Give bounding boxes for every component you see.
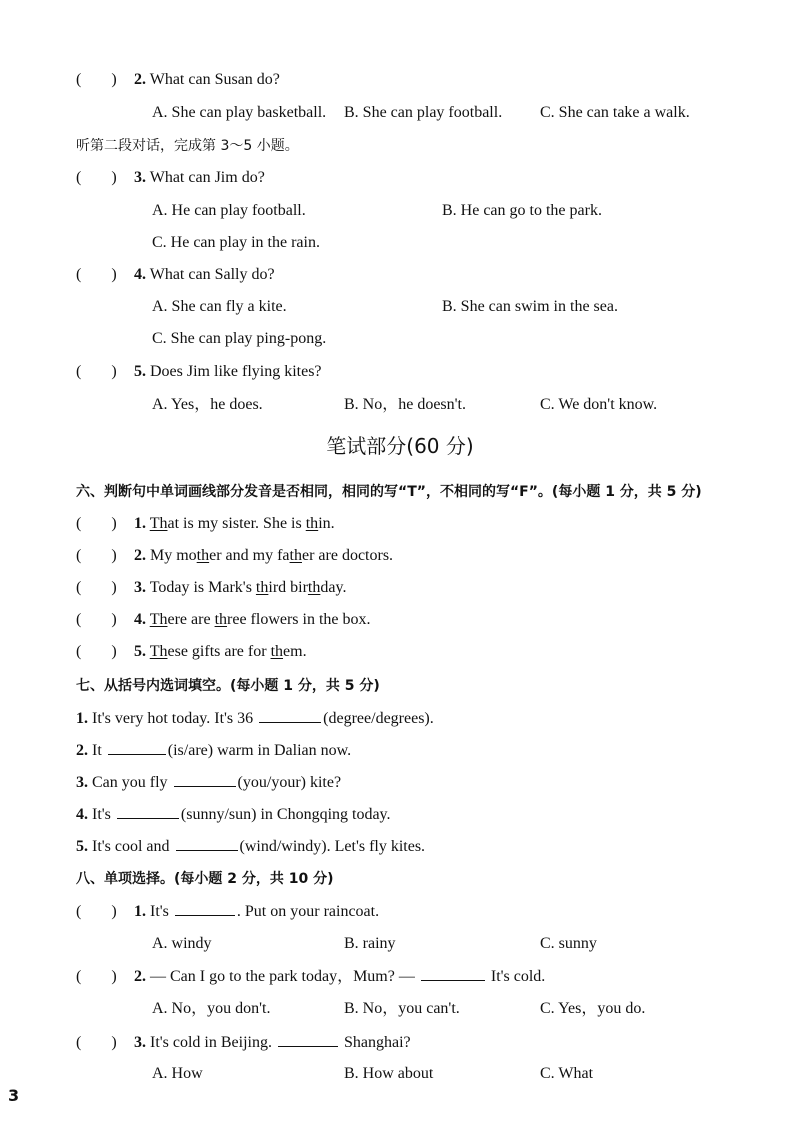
underlined-letters: Th	[149, 643, 168, 660]
question-3: ( ) 3. What can Jim do?	[76, 169, 265, 186]
s6-item-5: ( ) 5. These gifts are for them.	[76, 643, 307, 660]
question-text: What can Susan do?	[149, 71, 280, 88]
answer-bracket[interactable]: ( )	[76, 547, 117, 564]
s8-question-3: ( ) 3. It's cold in Beijing. Shanghai?	[76, 1034, 411, 1051]
s6-item-4: ( ) 4. There are three flowers in the box.	[76, 611, 371, 628]
answer-bracket[interactable]: ( )	[76, 1034, 117, 1051]
question-number: 2.	[134, 71, 146, 88]
option-a: A. She can fly a kite.	[152, 298, 287, 315]
option-c: C. She can take a walk.	[540, 104, 690, 121]
option-a: A. Yes，he does.	[152, 396, 263, 413]
option-a: A. How	[152, 1065, 203, 1082]
option-b: B. She can swim in the sea.	[442, 298, 618, 315]
answer-bracket[interactable]: ( )	[76, 169, 117, 186]
option-a: A. No，you don't.	[152, 1000, 271, 1017]
underlined-letters: th	[289, 547, 302, 564]
answer-bracket[interactable]: ( )	[76, 363, 117, 380]
underlined-letters: th	[214, 611, 228, 628]
option-c: C. Yes，you do.	[540, 1000, 646, 1017]
question-5: ( ) 5. Does Jim like flying kites?	[76, 363, 322, 380]
question-4: ( ) 4. What can Sally do?	[76, 266, 275, 283]
option-b: B. He can go to the park.	[442, 202, 602, 219]
underlined-letters: Th	[149, 515, 168, 532]
underlined-letters: th	[196, 547, 210, 564]
section-6-heading: 六、判断句中单词画线部分发音是否相同，相同的写“T”，不相同的写“F”。(每小题 1 分，共 5 分)	[76, 484, 702, 500]
option-a: A. He can play football.	[152, 202, 306, 219]
s8-question-1: ( ) 1. It's . Put on your raincoat.	[76, 903, 380, 920]
s8-question-2: ( ) 2. — Can I go to the park today，Mum? — It's cold.	[76, 968, 546, 985]
answer-bracket[interactable]: ( )	[76, 266, 117, 283]
question-2	[76, 70, 280, 90]
s7-item-1: 1. It's very hot today. It's 36 (degree/degrees).	[76, 710, 434, 727]
underlined-letters: th	[255, 579, 269, 596]
fill-blank[interactable]	[278, 1032, 338, 1047]
answer-bracket[interactable]: ( )	[76, 643, 117, 660]
fill-blank[interactable]	[117, 804, 179, 819]
answer-bracket[interactable]: ( )	[76, 579, 117, 596]
option-b: B. She can play football.	[344, 104, 503, 121]
s6-item-1: ( ) 1. That is my sister. She is thin.	[76, 515, 335, 532]
fill-blank[interactable]	[175, 901, 235, 916]
underlined-letters: Th	[149, 611, 168, 628]
fill-blank[interactable]	[174, 772, 236, 787]
answer-bracket[interactable]: ( )	[76, 71, 117, 88]
answer-bracket[interactable]: ( )	[76, 611, 117, 628]
dialog-instruction: 听第二段对话，完成第 3～5 小题。	[76, 138, 299, 154]
section-title: 笔试部分(60 分)	[326, 434, 474, 458]
section-7-heading: 七、从括号内选词填空。(每小题 1 分，共 5 分)	[76, 678, 380, 694]
underlined-letters: th	[270, 643, 284, 660]
answer-bracket[interactable]: ( )	[76, 515, 117, 532]
option-b: B. How about	[344, 1065, 434, 1082]
s6-item-3: ( ) 3. Today is Mark's third birthday.	[76, 579, 347, 596]
option-b: B. rainy	[344, 935, 396, 952]
answer-bracket[interactable]: ( )	[76, 903, 117, 920]
s7-item-4: 4. It's (sunny/sun) in Chongqing today.	[76, 806, 391, 823]
option-a: A. She can play basketball.	[152, 104, 327, 121]
option-c: C. We don't know.	[540, 396, 658, 413]
underlined-letters: th	[307, 579, 321, 596]
page-number: 3	[8, 1086, 20, 1105]
question-text: What can Jim do?	[149, 169, 265, 186]
s7-item-3: 3. Can you fly (you/your) kite?	[76, 774, 342, 791]
fill-blank[interactable]	[259, 708, 321, 723]
option-c: C. She can play ping-pong.	[152, 330, 327, 347]
fill-blank[interactable]	[108, 740, 166, 755]
fill-blank[interactable]	[176, 836, 238, 851]
option-c: C. He can play in the rain.	[152, 234, 320, 251]
option-c: C. What	[540, 1065, 594, 1082]
option-c: C. sunny	[540, 935, 597, 952]
question-text: What can Sally do?	[149, 266, 275, 283]
underlined-letters: th	[305, 515, 319, 532]
option-b: B. No，you can't.	[344, 1000, 460, 1017]
option-a: A. windy	[152, 935, 212, 952]
option-b: B. No，he doesn't.	[344, 396, 466, 413]
question-text: Does Jim like flying kites?	[150, 363, 322, 380]
s6-item-2: ( ) 2. My mother and my father are doctors.	[76, 547, 394, 564]
s7-item-5: 5. It's cool and (wind/windy). Let's fly kites.	[76, 838, 426, 855]
s7-item-2: 2. It (is/are) warm in Dalian now.	[76, 742, 352, 759]
answer-bracket[interactable]: ( )	[76, 968, 117, 985]
section-8-heading: 八、单项选择。(每小题 2 分，共 10 分)	[76, 871, 334, 887]
fill-blank[interactable]	[421, 966, 485, 981]
